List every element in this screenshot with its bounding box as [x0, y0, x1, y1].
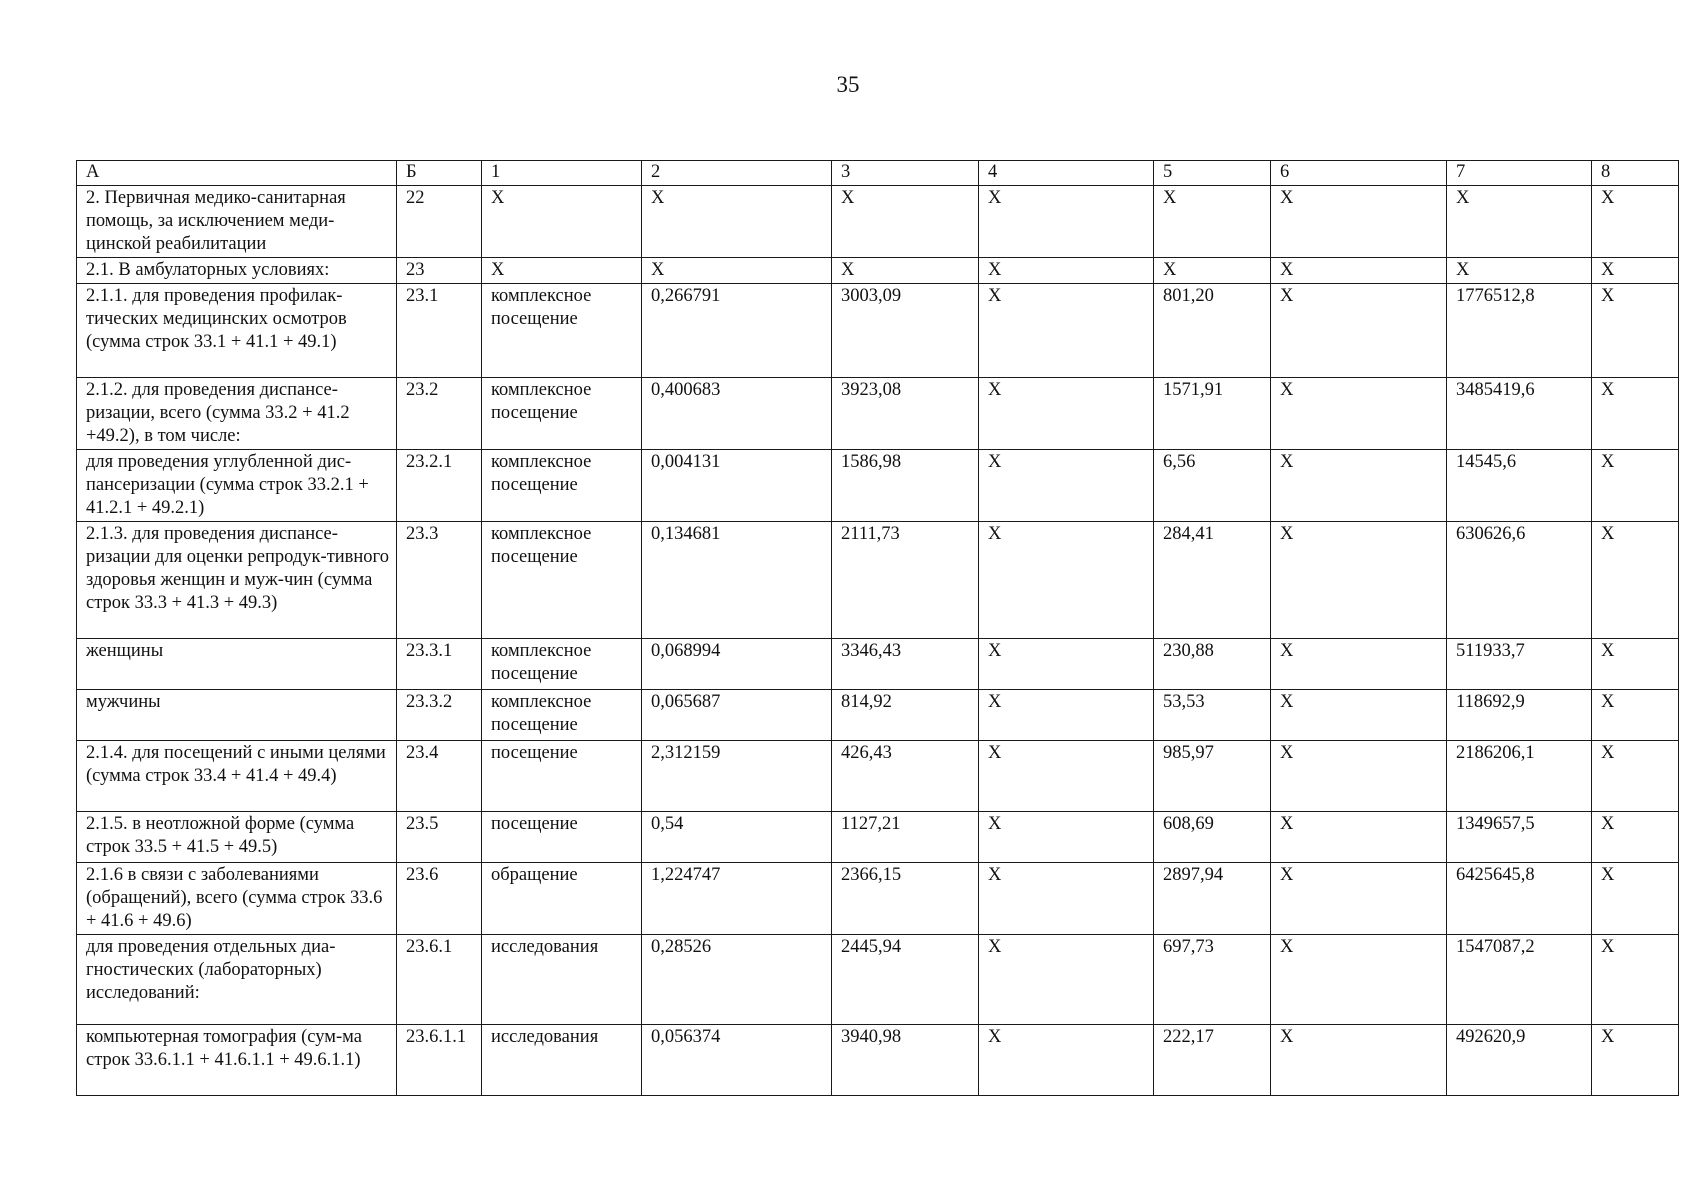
value-col8: Х [1592, 935, 1679, 1025]
value-col6: Х [1271, 284, 1447, 378]
value-col5: 222,17 [1154, 1025, 1271, 1096]
value-col3: 2366,15 [832, 863, 979, 935]
value-col5: 1571,91 [1154, 378, 1271, 450]
column-header: 3 [832, 161, 979, 186]
column-header: А [77, 161, 397, 186]
value-col3: 1127,21 [832, 812, 979, 863]
value-col8: Х [1592, 378, 1679, 450]
unit-cell: Х [482, 186, 642, 258]
value-col8: Х [1592, 186, 1679, 258]
row-code: 23 [397, 258, 482, 284]
value-col4: Х [979, 1025, 1154, 1096]
value-col7: 3485419,6 [1447, 378, 1592, 450]
column-header: 1 [482, 161, 642, 186]
value-col4: Х [979, 450, 1154, 522]
value-col5: Х [1154, 258, 1271, 284]
value-col2: 2,312159 [642, 741, 832, 812]
value-col6: Х [1271, 741, 1447, 812]
value-col7: 492620,9 [1447, 1025, 1592, 1096]
table-row [77, 186, 1679, 258]
value-col4: Х [979, 935, 1154, 1025]
column-header: 5 [1154, 161, 1271, 186]
value-col6: Х [1271, 522, 1447, 639]
value-col3: 426,43 [832, 741, 979, 812]
unit-cell: Х [482, 258, 642, 284]
value-col4: Х [979, 378, 1154, 450]
row-label: 2.1.3. для проведения диспансе-ризации для оценки репродук-тивного здоровья женщин и муж-чин (сумма строк 33.3 + 41.3 + 49.3) [77, 522, 397, 639]
value-col2: 0,400683 [642, 378, 832, 450]
value-col7: Х [1447, 186, 1592, 258]
value-col8: Х [1592, 450, 1679, 522]
value-col5: 6,56 [1154, 450, 1271, 522]
table-row [77, 690, 1679, 741]
column-header: 7 [1447, 161, 1592, 186]
unit-cell: исследования [482, 1025, 642, 1096]
row-code: 23.3.1 [397, 639, 482, 690]
unit-cell: посещение [482, 741, 642, 812]
value-col6: Х [1271, 639, 1447, 690]
value-col7: 1349657,5 [1447, 812, 1592, 863]
value-col6: Х [1271, 690, 1447, 741]
row-label: 2. Первичная медико-санитарная помощь, за исключением меди-цинской реабилитации [77, 186, 397, 258]
value-col6: Х [1271, 378, 1447, 450]
unit-cell: исследования [482, 935, 642, 1025]
value-col8: Х [1592, 863, 1679, 935]
value-col8: Х [1592, 690, 1679, 741]
row-label: для проведения углубленной дис-пансеризации (сумма строк 33.2.1 + 41.2.1 + 49.2.1) [77, 450, 397, 522]
value-col7: 6425645,8 [1447, 863, 1592, 935]
value-col2: Х [642, 258, 832, 284]
value-col4: Х [979, 812, 1154, 863]
value-col5: 985,97 [1154, 741, 1271, 812]
row-code: 23.6.1 [397, 935, 482, 1025]
value-col5: 801,20 [1154, 284, 1271, 378]
value-col5: 230,88 [1154, 639, 1271, 690]
row-label: компьютерная томография (сум-ма строк 33.6.1.1 + 41.6.1.1 + 49.6.1.1) [77, 1025, 397, 1096]
unit-cell: комплексное посещение [482, 522, 642, 639]
table-row [77, 378, 1679, 450]
unit-cell: обращение [482, 863, 642, 935]
value-col7: 1776512,8 [1447, 284, 1592, 378]
value-col3: 814,92 [832, 690, 979, 741]
row-code: 23.6 [397, 863, 482, 935]
value-col6: Х [1271, 935, 1447, 1025]
value-col6: Х [1271, 1025, 1447, 1096]
value-col3: 2445,94 [832, 935, 979, 1025]
unit-cell: комплексное посещение [482, 378, 642, 450]
value-col2: 0,28526 [642, 935, 832, 1025]
row-label: 2.1.2. для проведения диспансе-ризации, всего (сумма 33.2 + 41.2 +49.2), в том числе: [77, 378, 397, 450]
value-col4: Х [979, 639, 1154, 690]
row-code: 23.1 [397, 284, 482, 378]
row-code: 23.3 [397, 522, 482, 639]
value-col8: Х [1592, 812, 1679, 863]
table-row [77, 741, 1679, 812]
value-col3: 3346,43 [832, 639, 979, 690]
row-code: 23.2.1 [397, 450, 482, 522]
row-label: 2.1.1. для проведения профилак-тических медицинских осмотров (сумма строк 33.1 + 41.1 + 49.1) [77, 284, 397, 378]
page-number: 35 [836, 72, 860, 97]
value-col2: 0,068994 [642, 639, 832, 690]
column-header: Б [397, 161, 482, 186]
value-col4: Х [979, 741, 1154, 812]
value-col2: 1,224747 [642, 863, 832, 935]
value-col2: 0,266791 [642, 284, 832, 378]
value-col7: 1547087,2 [1447, 935, 1592, 1025]
value-col2: 0,54 [642, 812, 832, 863]
value-col8: Х [1592, 639, 1679, 690]
value-col2: 0,134681 [642, 522, 832, 639]
value-col8: Х [1592, 741, 1679, 812]
value-col4: Х [979, 522, 1154, 639]
row-label: женщины [77, 639, 397, 690]
table-row [77, 450, 1679, 522]
row-code: 23.4 [397, 741, 482, 812]
row-code: 23.2 [397, 378, 482, 450]
value-col2: 0,004131 [642, 450, 832, 522]
value-col4: Х [979, 284, 1154, 378]
value-col5: 284,41 [1154, 522, 1271, 639]
row-code: 23.6.1.1 [397, 1025, 482, 1096]
value-col2: 0,056374 [642, 1025, 832, 1096]
value-col8: Х [1592, 522, 1679, 639]
data-table [76, 160, 1679, 1096]
row-code: 22 [397, 186, 482, 258]
table-row [77, 863, 1679, 935]
value-col5: 2897,94 [1154, 863, 1271, 935]
value-col2: Х [642, 186, 832, 258]
value-col5: 53,53 [1154, 690, 1271, 741]
table-row [77, 812, 1679, 863]
row-code: 23.5 [397, 812, 482, 863]
table-row [77, 1025, 1679, 1096]
column-header: 6 [1271, 161, 1447, 186]
row-code: 23.3.2 [397, 690, 482, 741]
value-col7: 14545,6 [1447, 450, 1592, 522]
value-col7: 511933,7 [1447, 639, 1592, 690]
value-col6: Х [1271, 812, 1447, 863]
value-col8: Х [1592, 258, 1679, 284]
row-label: 2.1.5. в неотложной форме (сумма строк 33.5 + 41.5 + 49.5) [77, 812, 397, 863]
column-header: 4 [979, 161, 1154, 186]
value-col7: 2186206,1 [1447, 741, 1592, 812]
table-row [77, 522, 1679, 639]
value-col3: 3923,08 [832, 378, 979, 450]
value-col3: Х [832, 258, 979, 284]
unit-cell: посещение [482, 812, 642, 863]
table-header-row [77, 161, 1679, 186]
value-col7: 118692,9 [1447, 690, 1592, 741]
value-col4: Х [979, 863, 1154, 935]
value-col3: 3003,09 [832, 284, 979, 378]
unit-cell: комплексное посещение [482, 639, 642, 690]
value-col7: 630626,6 [1447, 522, 1592, 639]
table-row [77, 935, 1679, 1025]
unit-cell: комплексное посещение [482, 450, 642, 522]
value-col3: 3940,98 [832, 1025, 979, 1096]
value-col6: Х [1271, 258, 1447, 284]
value-col8: Х [1592, 1025, 1679, 1096]
value-col7: Х [1447, 258, 1592, 284]
value-col3: Х [832, 186, 979, 258]
value-col4: Х [979, 258, 1154, 284]
column-header: 8 [1592, 161, 1679, 186]
value-col5: Х [1154, 186, 1271, 258]
table-row [77, 639, 1679, 690]
unit-cell: комплексное посещение [482, 690, 642, 741]
table-row [77, 258, 1679, 284]
row-label: 2.1.4. для посещений с иными целями (сумма строк 33.4 + 41.4 + 49.4) [77, 741, 397, 812]
value-col4: Х [979, 690, 1154, 741]
value-col6: Х [1271, 450, 1447, 522]
value-col8: Х [1592, 284, 1679, 378]
table-row [77, 284, 1679, 378]
value-col6: Х [1271, 186, 1447, 258]
value-col3: 1586,98 [832, 450, 979, 522]
value-col6: Х [1271, 863, 1447, 935]
value-col2: 0,065687 [642, 690, 832, 741]
row-label: 2.1.6 в связи с заболеваниями (обращений), всего (сумма строк 33.6 + 41.6 + 49.6) [77, 863, 397, 935]
row-label: 2.1. В амбулаторных условиях: [77, 258, 397, 284]
column-header: 2 [642, 161, 832, 186]
value-col4: Х [979, 186, 1154, 258]
value-col5: 608,69 [1154, 812, 1271, 863]
row-label: мужчины [77, 690, 397, 741]
unit-cell: комплексное посещение [482, 284, 642, 378]
row-label: для проведения отдельных диа-гностических (лабораторных) исследований: [77, 935, 397, 1025]
value-col5: 697,73 [1154, 935, 1271, 1025]
value-col3: 2111,73 [832, 522, 979, 639]
